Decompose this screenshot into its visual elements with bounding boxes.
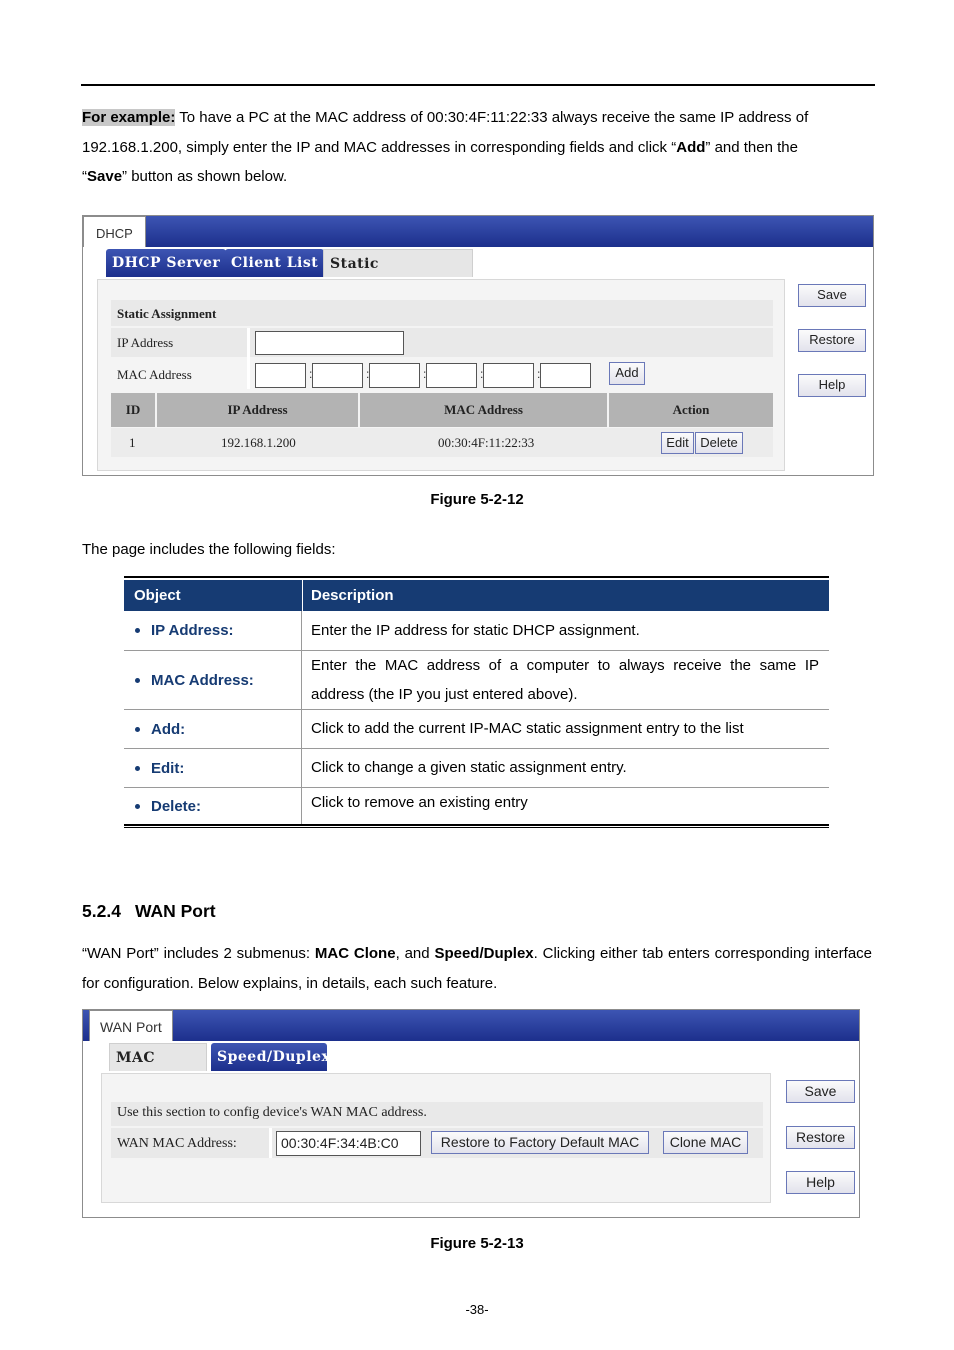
restore-button[interactable]: Restore xyxy=(786,1126,855,1149)
tab-mac-clone[interactable]: MAC xyxy=(109,1043,207,1071)
add-button[interactable]: Add xyxy=(609,362,645,385)
intro-paragraph: For example: To have a PC at the MAC address of 00:30:4F:11:22:33 always receive the same IP address of 192.168.1.200, simply enter the IP and MAC addresses in corresponding fields and click “Add” and then the “Save” button as shown below. xyxy=(82,109,809,185)
window-title-bar xyxy=(83,216,873,247)
wan-info-text: Use this section to config device's WAN MAC address. xyxy=(117,1105,427,1120)
table-header xyxy=(124,580,829,611)
wan-port-screenshot xyxy=(82,1009,860,1218)
window-title-bar xyxy=(83,1010,859,1041)
delete-button[interactable]: Delete xyxy=(695,432,743,454)
table-row: Add: Click to add the current IP-MAC static assignment entry to the list xyxy=(124,710,829,749)
section-title: Static Assignment xyxy=(117,306,217,321)
mac-octet-6[interactable] xyxy=(540,363,591,388)
edit-button[interactable]: Edit xyxy=(661,432,694,454)
mac-octet-5[interactable] xyxy=(483,363,534,388)
fields-table xyxy=(124,576,829,828)
table-row: IP Address: Enter the IP address for static DHCP assignment. xyxy=(124,611,829,651)
mac-octet-1[interactable] xyxy=(255,363,306,388)
row-id: 1 xyxy=(129,435,136,450)
ip-address-label: IP Address xyxy=(117,335,174,350)
column-mac-address: MAC Address xyxy=(360,393,607,427)
column-ip-address: IP Address xyxy=(157,393,358,427)
table-row: MAC Address: Enter the MAC address of a computer to always receive the same IP address (the IP you just entered above). xyxy=(124,651,829,710)
figure-caption-2: Figure 5-2-13 xyxy=(430,1235,524,1252)
save-button[interactable]: Save xyxy=(798,284,866,307)
column-action: Action xyxy=(609,393,773,427)
mac-octet-3[interactable] xyxy=(369,363,420,388)
header-rule xyxy=(81,84,875,86)
example-label: For example: xyxy=(82,109,176,126)
save-button[interactable]: Save xyxy=(786,1080,855,1103)
ip-address-input[interactable] xyxy=(255,331,404,355)
mac-octet-4[interactable] xyxy=(426,363,477,388)
section-heading: 5.2.4 WAN Port xyxy=(82,901,216,921)
tab-static-assignment[interactable]: Static xyxy=(323,249,473,277)
column-id: ID xyxy=(111,393,155,427)
page-number: -38- xyxy=(465,1302,489,1317)
wan-mac-label: WAN MAC Address: xyxy=(117,1136,237,1151)
table-row: Delete: Click to remove an existing entry xyxy=(124,788,829,824)
wan-mac-input[interactable]: 00:30:4F:34:4B:C0 xyxy=(276,1131,421,1156)
restore-button[interactable]: Restore xyxy=(798,329,866,352)
window-tab-wan-port[interactable]: WAN Port xyxy=(89,1010,173,1041)
clone-mac-button[interactable]: Clone MAC xyxy=(663,1131,748,1154)
figure-caption-1: Figure 5-2-12 xyxy=(430,491,524,508)
row-ip: 192.168.1.200 xyxy=(221,435,296,450)
mac-address-label: MAC Address xyxy=(117,367,192,382)
fields-intro: The page includes the following fields: xyxy=(82,541,336,558)
help-button[interactable]: Help xyxy=(798,374,866,397)
wan-paragraph: “WAN Port” includes 2 submenus: MAC Clone, and Speed/Duplex. Clicking either tab enters corresponding interface for configuration. Below explains, in details, each such feature. xyxy=(82,945,873,992)
table-row: Edit: Click to change a given static assignment entry. xyxy=(124,749,829,788)
header-object: Object xyxy=(134,587,181,604)
tab-dhcp-server[interactable]: DHCP Server xyxy=(106,249,226,277)
restore-default-mac-button[interactable]: Restore to Factory Default MAC xyxy=(431,1131,649,1154)
dhcp-screenshot: DHCP DHCP Server Client List Static Static Assignment IP Address MAC Address : : : : : Add ID IP Address MAC Address Action 1 192.168.1.200 00:30:4F:11:22:33 Edit Delete Save Restore Help xyxy=(82,215,874,476)
header-description: Description xyxy=(311,587,394,604)
window-tab-dhcp[interactable]: DHCP xyxy=(83,216,146,247)
tab-speed-duplex[interactable]: Speed/Duplex xyxy=(211,1043,327,1071)
help-button[interactable]: Help xyxy=(786,1171,855,1194)
row-mac: 00:30:4F:11:22:33 xyxy=(438,435,535,450)
mac-octet-2[interactable] xyxy=(312,363,363,388)
tab-client-list[interactable]: Client List xyxy=(225,249,324,277)
